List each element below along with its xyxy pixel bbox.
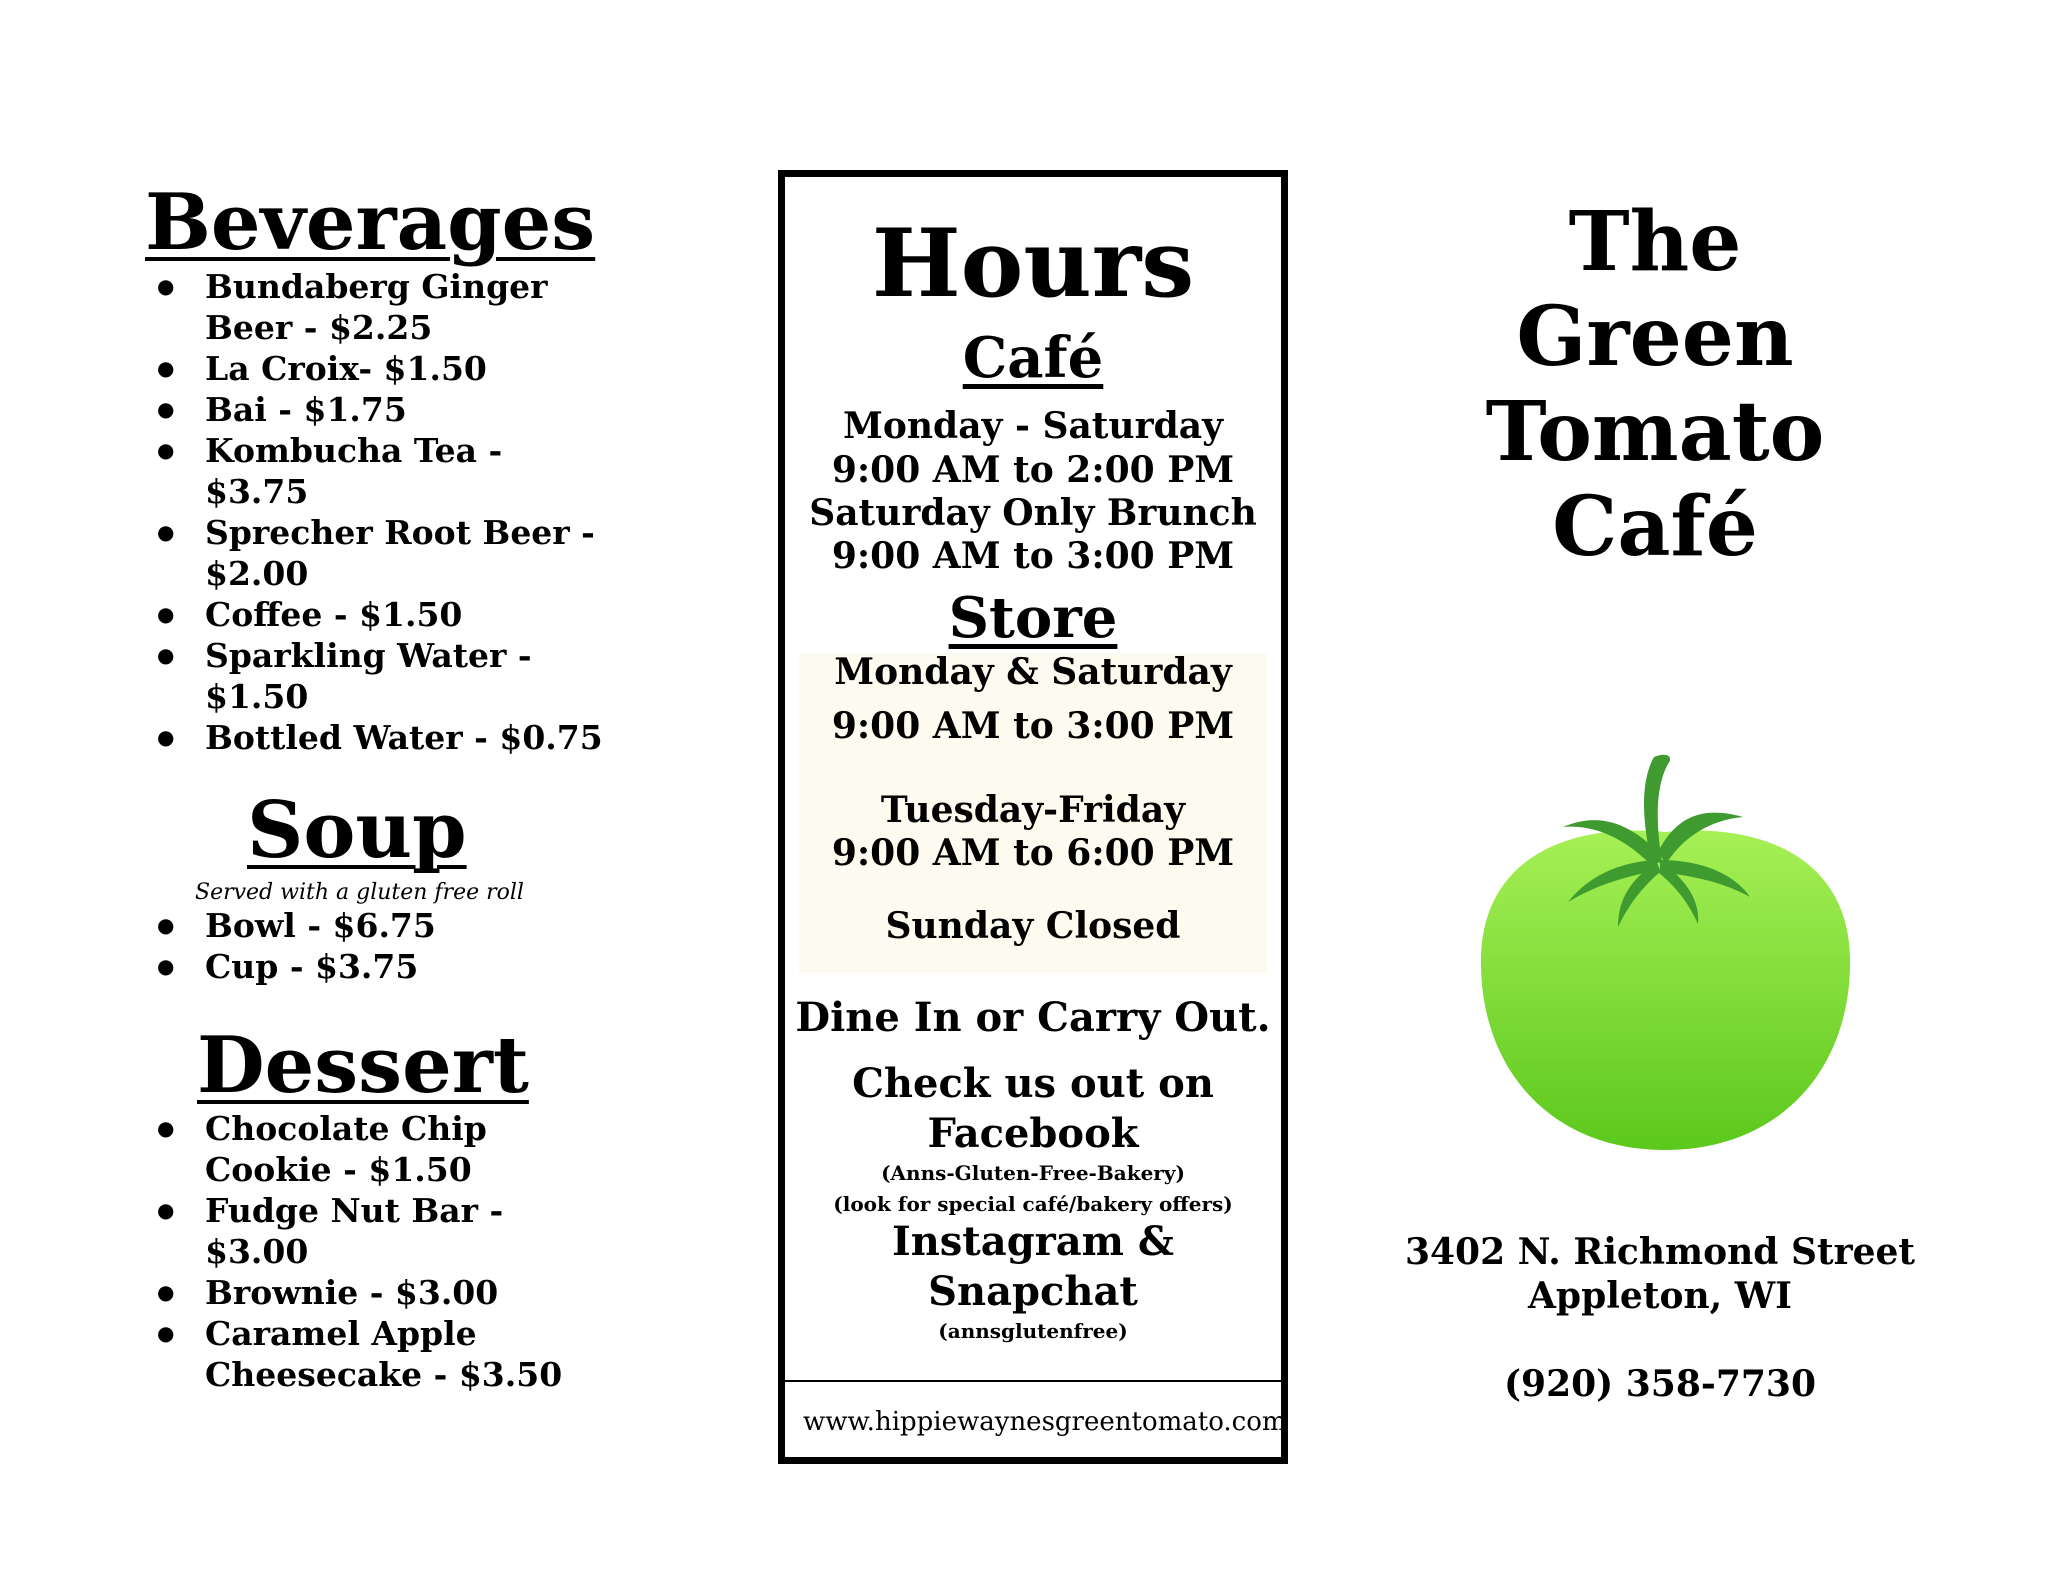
list-item: ● Sprecher Root Beer - $2.00 (145, 512, 615, 594)
beverages-heading: Beverages (145, 177, 596, 268)
instagram-handle: (annsglutenfree) (938, 1319, 1128, 1343)
list-item: ● Bundaberg Ginger Beer - $2.25 (145, 266, 615, 348)
menu-column (145, 177, 615, 1395)
brand-line: The (1568, 194, 1742, 290)
store-hours-line: Sunday Closed (885, 905, 1181, 947)
website-link[interactable]: www.hippiewaynesgreentomato.com (803, 1407, 1287, 1437)
brand-line: Tomato (1485, 384, 1825, 480)
list-item: ● Brownie - $3.00 (145, 1272, 615, 1313)
instagram-text: Instagram & (891, 1218, 1175, 1265)
store-hours-line: 9:00 AM to 3:00 PM (831, 705, 1235, 747)
divider (785, 1380, 1281, 1382)
list-item: ● Sparkling Water - $1.50 (145, 635, 615, 717)
list-item: ● Caramel Apple Cheesecake - $3.50 (145, 1313, 615, 1395)
dessert-heading: Dessert (197, 1019, 529, 1111)
dine-text: Dine In or Carry Out. (795, 994, 1271, 1041)
brand-line: Green (1516, 289, 1794, 385)
list-item: ● Fudge Nut Bar - $3.00 (145, 1190, 615, 1272)
store-hours-line: Monday & Saturday (834, 651, 1232, 693)
snapchat-text: Snapchat (928, 1268, 1138, 1315)
soup-note: Served with a gluten free roll (195, 879, 524, 905)
cafe-heading: Café (962, 325, 1104, 391)
soup-heading: Soup (247, 784, 467, 876)
brand-column (1420, 195, 1890, 575)
cafe-hours-line: Saturday Only Brunch (809, 492, 1257, 534)
list-item: ● La Croix- $1.50 (145, 348, 615, 389)
list-item: ● Bowl - $6.75 (145, 905, 615, 946)
address-line: 3402 N. Richmond Street (1404, 1231, 1916, 1273)
dessert-list (145, 1108, 615, 1395)
brand-line: Café (1552, 479, 1758, 575)
store-hours-line: 9:00 AM to 6:00 PM (831, 832, 1235, 874)
list-item: ● Bai - $1.75 (145, 389, 615, 430)
green-tomato-icon (1478, 752, 1853, 1152)
soup-list (145, 905, 615, 987)
address-line: Appleton, WI (1527, 1275, 1792, 1317)
list-item: ● Chocolate Chip Cookie - $1.50 (145, 1108, 615, 1190)
hours-panel (778, 170, 1288, 1464)
list-item: ● Kombucha Tea - $3.75 (145, 430, 615, 512)
cafe-hours-line: Monday - Saturday (843, 405, 1223, 447)
phone-number: (920) 358-7730 (1503, 1363, 1817, 1405)
store-hours-line: Tuesday-Friday (880, 789, 1186, 831)
cafe-hours-line: 9:00 AM to 3:00 PM (831, 535, 1235, 577)
list-item: ● Bottled Water - $0.75 (145, 717, 615, 758)
hours-heading: Hours (871, 209, 1195, 319)
facebook-note: (look for special café/bakery offers) (833, 1192, 1233, 1216)
facebook-handle: (Anns-Gluten-Free-Bakery) (881, 1161, 1185, 1185)
store-heading: Store (948, 585, 1118, 651)
list-item: ● Cup - $3.75 (145, 946, 615, 987)
facebook-text: Facebook (927, 1110, 1139, 1157)
check-text: Check us out on (852, 1060, 1214, 1107)
cafe-hours-line: 9:00 AM to 2:00 PM (831, 449, 1235, 491)
beverages-list (145, 266, 615, 758)
list-item: ● Coffee - $1.50 (145, 594, 615, 635)
